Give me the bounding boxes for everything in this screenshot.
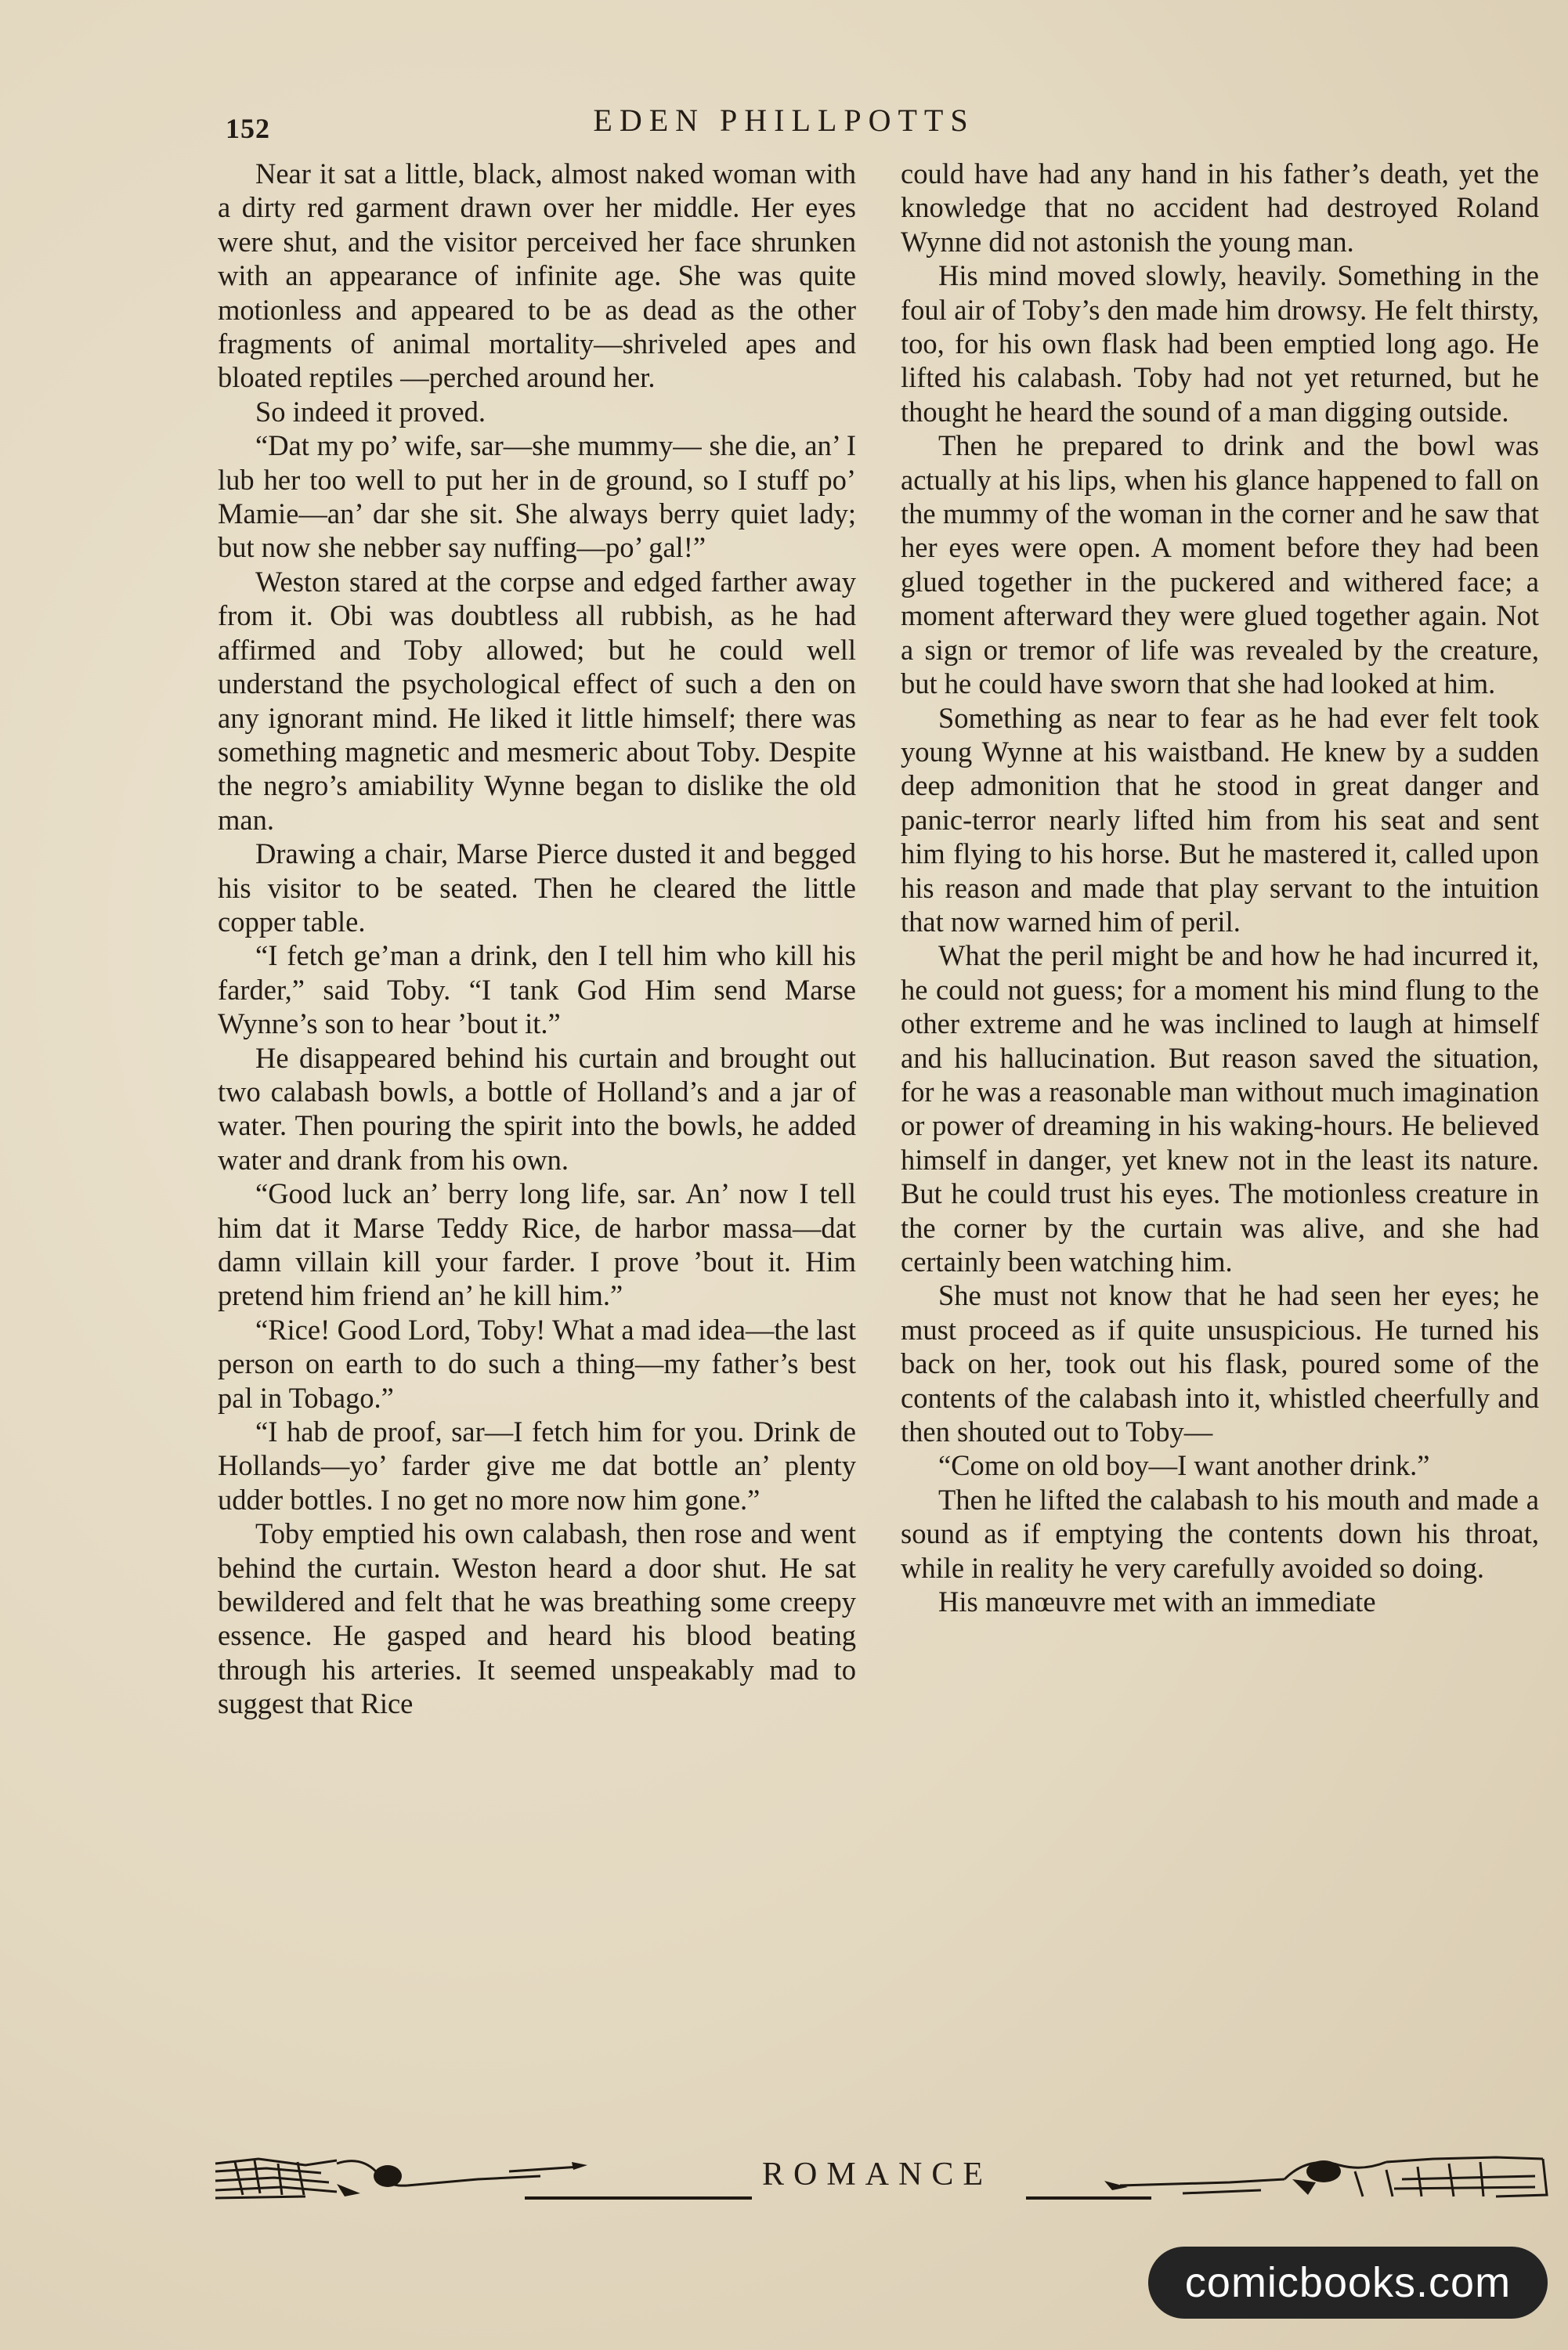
- paragraph: Something as near to fear as he had ever felt took young Wynne at his waistband. He knew by a sudden deep admonition that he stood in great danger and panic-terror nearly lifted him from his seat and sent him flying to his horse. But he mastered it, called upon his reason and made that play servant to the intuition that now warned him of peril.: [901, 701, 1539, 938]
- paragraph: “Good luck an’ berry long life, sar. An’ now I tell him dat it Marse Teddy Rice, de harbor massa—dat damn villain kill your farder. I prove ’bout it. Him pretend him friend an’ he kill him.”: [218, 1177, 856, 1312]
- paragraph: What the peril might be and how he had incurred it, he could not guess; for a moment his mind flung to the other extreme and he was inclined to laugh at himself and his hallucination. But reason saved the situation, for he was a reasonable man without much imagination or power of dreaming in his waking-hours. He believed himself in danger, yet knew not in the least its nature. But he could trust his eyes. The motionless creature in the corner by the curtain was alive, and she had certainly been watching him.: [901, 939, 1539, 1278]
- paragraph: “I hab de proof, sar—I fetch him for you. Drink de Hollands—yo’ farder give me dat bottle an’ plenty udder bottles. I no get no more now him gone.”: [218, 1415, 856, 1516]
- footer: [204, 2148, 1551, 2211]
- footer-right-ornament-icon: [1026, 2148, 1559, 2211]
- paragraph: “Rice! Good Lord, Toby! What a mad idea—the last person on earth to do such a thing—my father’s best pal in Tobago.”: [218, 1313, 856, 1414]
- page-number: 152: [226, 113, 270, 144]
- paragraph: Drawing a chair, Marse Pierce dusted it and begged his visitor to be seated. Then he cleared the little copper table.: [218, 837, 856, 938]
- paragraph: She must not know that he had seen her eyes; he must proceed as if quite unsuspicious. He turned his back on her, took out his flask, poured some of the contents of the calabash into it, whistled cheerfully and then shouted out to Toby—: [901, 1279, 1539, 1448]
- paragraph: Then he prepared to drink and the bowl was actually at his lips, when his glance happened to fall on the mummy of the woman in the corner and he saw that her eyes were open. A moment before they had been glued together in the puckered and withered face; a moment afterward they were glued together again. Not a sign or tremor of life was revealed by the creature, but he could have sworn that she had looked at him.: [901, 429, 1539, 700]
- paragraph: “Come on old boy—I want another drink.”: [938, 1449, 1430, 1482]
- paragraph: Weston stared at the corpse and edged farther away from it. Obi was doubtless all rubbish, as he had affirmed and Toby allowed; but he could well understand the psychological effect of such a den on any ignorant mind. He liked it little himself; there was something magnetic and mesmeric about Toby. Despite the negro’s amiability Wynne began to dislike the old man.: [218, 565, 856, 836]
- running-head: EDEN PHILLPOTTS: [593, 103, 975, 138]
- paragraph: “Dat my po’ wife, sar—she mummy— she die, an’ I lub her too well to put her in de ground, so I stuff po’ Mamie—an’ dar she sit. She always berry quiet lady; but now she nebber say nuffing—po’ gal!”: [218, 429, 856, 564]
- paragraph: His manœuvre met with an immediate: [938, 1585, 1376, 1618]
- footer-title: ROMANCE: [761, 2157, 993, 2193]
- paragraph: Near it sat a little, black, almost naked woman with a dirty red garment drawn over her middle. Her eyes were shut, and the visitor perceived her face shrunken with an appearance of infinite age. She was quite motionless and appeared to be as dead as the other fragments of animal mortality—shriveled apes and bloated reptiles —perched around her.: [218, 157, 856, 394]
- right-column: [901, 157, 1539, 1618]
- watermark: comicbooks.com: [1148, 2247, 1548, 2319]
- paragraph: His mind moved slowly, heavily. Something in the foul air of Toby’s den made him drowsy. He felt thirsty, too, for his own flask had been emptied long ago. He lifted his calabash. Toby had not yet returned, but he thought he heard the sound of a man digging outside.: [901, 259, 1539, 428]
- paragraph-continuation: could have had any hand in his father’s death, yet the knowledge that no accident had destroyed Roland Wynne did not astonish the young man.: [901, 157, 1539, 258]
- paragraph: So indeed it proved.: [255, 395, 486, 428]
- paragraph: “I fetch ge’man a drink, den I tell him who kill his farder,” said Toby. “I tank God Him send Marse Wynne’s son to hear ’bout it.”: [218, 939, 856, 1040]
- paragraph: Then he lifted the calabash to his mouth and made a sound as if emptying the contents down his throat, while in reality he very carefully avoided so doing.: [901, 1483, 1539, 1584]
- paragraph: He disappeared behind his curtain and brought out two calabash bowls, a bottle of Holland’s and a jar of water. Then pouring the spirit into the bowls, he added water and drank from his own.: [218, 1041, 856, 1176]
- left-column: [218, 157, 856, 1721]
- paragraph: Toby emptied his own calabash, then rose and went behind the curtain. Weston heard a door shut. He sat bewildered and felt that he was breathing some creepy essence. He gasped and heard his blood beating through his arteries. It seemed unspeakably mad to suggest that Rice: [218, 1517, 856, 1720]
